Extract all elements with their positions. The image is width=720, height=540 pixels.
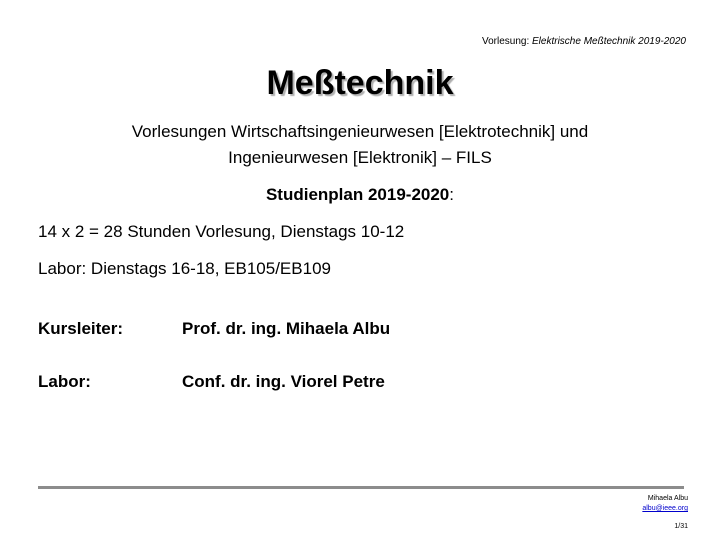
header-note: [482, 36, 686, 47]
study-plan-label: Studienplan 2019-2020: [265, 185, 450, 204]
study-plan: [0, 185, 720, 205]
staff-name-lecturer: Prof. dr. ing. Mihaela Albu: [182, 319, 391, 338]
lab-line: Labor: Dienstags 16-18, EB105/EB109: [38, 259, 331, 278]
header-prefix: Vorlesung:: [481, 36, 533, 47]
footer-divider: [38, 486, 684, 489]
page-title: Meßtechnik: [266, 64, 454, 102]
subtitle: [60, 119, 660, 171]
staff-name-lab: Conf. dr. ing. Viorel Petre: [182, 372, 385, 391]
staff-role-lab: Labor:: [38, 372, 91, 391]
study-plan-suffix: :: [449, 185, 455, 204]
footer-email-link[interactable]: albu@ieee.org: [642, 505, 688, 512]
header-course: Elektrische Meßtechnik 2019-2020: [532, 36, 686, 47]
footer-email-wrap: [642, 505, 688, 512]
footer-author: Mihaela Albu: [647, 495, 688, 502]
lecture-line: 14 x 2 = 28 Stunden Vorlesung, Dienstags 10-12: [38, 222, 405, 241]
page-number: 1/31: [674, 523, 688, 530]
staff-role-lecturer: Kursleiter:: [38, 319, 124, 338]
subtitle-line-2: Ingenieurwesen [Elektronik] – FILS: [228, 148, 492, 167]
subtitle-line-1: Vorlesungen Wirtschaftsingenieurwesen [Elektrotechnik] und: [131, 122, 589, 141]
